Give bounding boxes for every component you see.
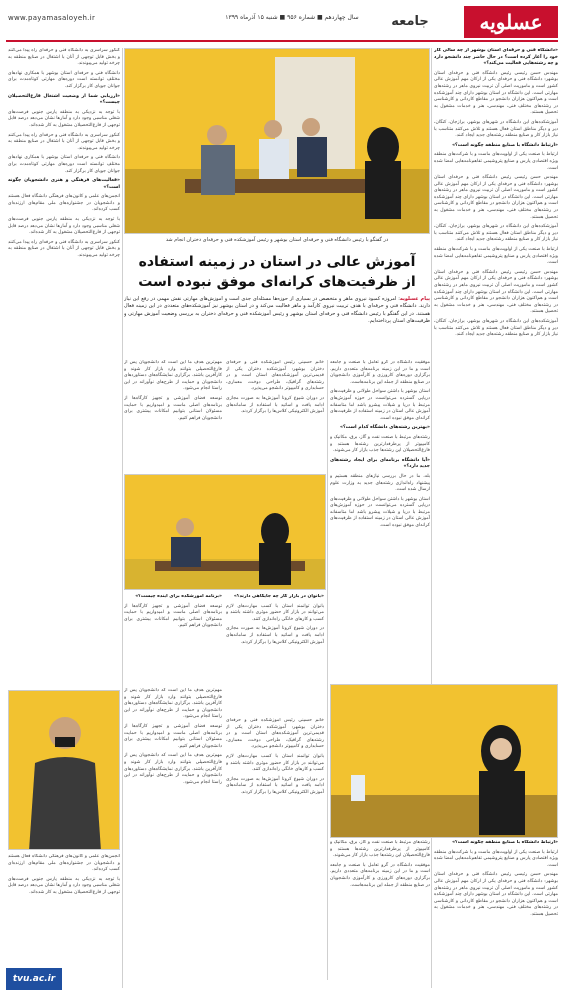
column-divider (122, 48, 123, 988)
column-4 (124, 360, 222, 470)
question: «ارزیابی شما از وضعیت اشتغال فارغ‌التحصیلان چیست؟» (8, 93, 120, 106)
paragraph: بله، ما در حال بررسی نیازهای منطقه هستیم و پیشنهاد راه‌اندازی رشته‌های جدید به وزارت علوم ارسال شده است. (330, 473, 430, 493)
paragraph: مهم‌ترین هدف ما این است که دانشجویان پس از فارغ‌التحصیلی بتوانند وارد بازار کار شوند و کارآفرین باشند. برگزاری نمایشگاه‌های دستاوردهای دانشجویان و حمایت از طرح‌های نوآورانه در این راستا انجام می‌شود. (124, 360, 222, 392)
lead-text: امروزه کمبود نیروی ماهر و متخصص در بسیاری از حوزه‌ها مسئله‌ای جدی است و آموزش‌های مهارتی نقش مهمی در رفع این نیاز دارند. دانشگاه فنی و حرفه‌ای با هدف تربیت نیروی کارآمد و ماهر فعالیت می‌کند و در استان بوشهر نیز آموزشکده‌های متعددی در این زمینه فعال هستند. در این گفتگو با رئیس دانشگاه فنی و حرفه‌ای استان بوشهر و رئیس آموزشکده فنی و حرفه‌ای دختران به بررسی وضعیت آموزش مهارتی و ظرفیت‌های استان پرداخته‌ایم. (124, 296, 430, 325)
column-3-bottom (226, 718, 324, 988)
paragraph: ارتباط با صنعت یکی از اولویت‌های ماست و با شرکت‌های منطقه ویژه اقتصادی پارس و صنایع پتروشیمی تفاهم‌نامه‌هایی امضا شده است. (434, 247, 558, 266)
question: «آیا دانشگاه برنامه‌ای برای ایجاد رشته‌های جدید دارد؟» (330, 457, 430, 470)
column-3 (226, 360, 324, 470)
paragraph: در دوران شیوع کرونا آموزش‌ها به صورت مجازی ادامه یافت و اساتید با استفاده از سامانه‌های آموزش الکترونیکی کلاس‌ها را برگزار کردند. (226, 395, 324, 415)
paragraph: بانوان توانمند استان با کسب مهارت‌های لازم می‌توانند در بازار کار حضور موثری داشته باشند و کسب و کارهای خانگی راه‌اندازی کنند. (226, 603, 324, 622)
paragraph: کنکور سراسری به دانشگاه فنی و حرفه‌ای راه پیدا می‌کنند و بخش قابل توجهی از آنان با اشتغال در صنایع منطقه به چرخه تولید می‌پیوندند. (8, 239, 120, 259)
column-3-lower (226, 594, 324, 714)
paragraph: انجمن‌های علمی و کانون‌های فرهنگی دانشگاه فعال هستند و دانشجویان در جشنواره‌های ملی مقام‌های ارزنده‌ای کسب کرده‌اند. (8, 194, 120, 213)
paragraph: خانم حسینی رئیس آموزشکده فنی و حرفه‌ای دختران بوشهر: آموزشکده دختران یکی از قدیمی‌ترین آموزشکده‌های استان است و در رشته‌های گرافیک، طراحی دوخت، معماری، حسابداری و کامپیوتر دانشجو می‌پذیرد. (226, 360, 324, 392)
paragraph: موفقیت دانشگاه در گرو تعامل با صنعت و جامعه است و ما در این زمینه برنامه‌های متعددی داریم. برگزاری دوره‌های کارورزی و کارآموزی دانشجویان در صنایع منطقه از جمله این برنامه‌هاست. (330, 862, 430, 888)
paragraph: با توجه به نزدیکی به منطقه پارس جنوبی فرصت‌های شغلی مناسبی وجود دارد و آمارها نشان می‌دهد درصد قابل توجهی از فارغ‌التحصیلان مشغول به کار شده‌اند. (8, 876, 120, 895)
column-divider (431, 48, 432, 988)
meeting-illustration (125, 49, 430, 234)
paragraph: دانشگاه فنی و حرفه‌ای استان بوشهر با همکاری نهادهای مختلف توانسته است دوره‌های مهارتی کوتاه‌مدت برای جوانان جویای کار برگزار کند. (8, 70, 120, 89)
meeting-illustration (125, 475, 326, 590)
column-5 (8, 48, 120, 686)
question: «بانوان در بازار کار چه جایگاهی دارند؟» (233, 594, 324, 599)
paragraph: استان بوشهر با داشتن سواحل طولانی و ظرفیت‌های دریایی گسترده می‌توانست در حوزه آموزش‌های مرتبط با دریا و شیلات پیشرو باشد اما متاسفانه آموزش عالی استان در زمینه استفاده از ظرفیت‌های کرانه‌ای موفق نبوده است. (330, 496, 430, 529)
paragraph: آموزشکده‌های این دانشگاه در شهرهای بوشهر، برازجان، کنگان، دیر و دیگر مناطق استان فعال هستند و تلاش می‌کنند متناسب با نیاز بازار کار و صنایع منطقه رشته‌های جدید ایجاد کنند. (434, 119, 558, 139)
paragraph: دانشگاه فنی و حرفه‌ای استان بوشهر با همکاری نهادهای مختلف توانسته است دوره‌های مهارتی کوتاه‌مدت برای جوانان جویای کار برگزار کند. (8, 155, 120, 174)
column-5-lower (8, 854, 120, 964)
paragraph: آموزشکده‌های این دانشگاه در شهرهای بوشهر، برازجان، کنگان، دیر و دیگر مناطق استان فعال هستند و تلاش می‌کنند متناسب با نیاز بازار کار و صنایع منطقه رشته‌های جدید ایجاد کنند. (434, 224, 558, 243)
paragraph: ارتباط با صنعت یکی از اولویت‌های ماست و با شرکت‌های منطقه ویژه اقتصادی پارس و صنایع پتروشیمی تفاهم‌نامه‌هایی امضا شده است. (434, 849, 558, 868)
newspaper-logo: عسلویه (464, 6, 558, 38)
issue-info: سال چهاردهم ■ شماره ۹۵۶ ■ شنبه ۱۵ آذرماه ۱۳۹۹ (225, 14, 359, 21)
column-divider (327, 360, 328, 980)
column-1-lower (434, 840, 558, 990)
paragraph: انجمن‌های علمی و کانون‌های فرهنگی دانشگاه فعال هستند و دانشجویان در جشنواره‌های ملی مقام‌های ارزنده‌ای کسب کرده‌اند. (8, 854, 120, 873)
woman-portrait-illustration (331, 685, 558, 838)
column-1 (434, 48, 558, 596)
column-2-lower (330, 840, 430, 990)
headline-line-2: از ظرفیت‌های کرانه‌ای موفق نبوده است (138, 274, 416, 290)
paragraph: با توجه به نزدیکی به منطقه پارس جنوبی فرصت‌های شغلی مناسبی وجود دارد و آمارها نشان می‌دهد درصد قابل توجهی از فارغ‌التحصیلان مشغول به کار شده‌اند. (8, 217, 120, 236)
paragraph: با توجه به نزدیکی به منطقه پارس جنوبی فرصت‌های شغلی مناسبی وجود دارد و آمارها نشان می‌دهد درصد قابل توجهی از فارغ‌التحصیلان مشغول به کار شده‌اند. (8, 109, 120, 128)
paragraph: در دوران شیوع کرونا آموزش‌ها به صورت مجازی ادامه یافت و اساتید با استفاده از سامانه‌های آموزش الکترونیکی کلاس‌ها را برگزار کردند. (226, 626, 324, 645)
paragraph: مهندس حسن رئیسی رئیس دانشگاه فنی و حرفه‌ای استان بوشهر: دانشگاه فنی و حرفه‌ای یکی از ارکان مهم آموزش عالی کشور است و ماموریت اصلی آن تربیت نیروی ماهر در رشته‌های مهارتی است. این دانشگاه در استان بوشهر دارای چند آموزشکده است و هم‌اکنون هزاران دانشجو در مقاطع کاردانی و کارشناسی در رشته‌های مختلف فنی، مهندسی، هنر و خدمات مشغول به تحصیل هستند. (434, 70, 558, 116)
question: «فعالیت‌های فرهنگی و هنری دانشجویان چگونه است؟» (8, 178, 120, 190)
paragraph: کنکور سراسری به دانشگاه فنی و حرفه‌ای راه پیدا می‌کنند و بخش قابل توجهی از آنان با اشتغال در صنایع منطقه به چرخه تولید می‌پیوندند. (8, 48, 120, 67)
paragraph: مهم‌ترین هدف ما این است که دانشجویان پس از فارغ‌التحصیلی بتوانند وارد بازار کار شوند و کارآفرین باشند. برگزاری نمایشگاه‌های دستاوردهای دانشجویان و حمایت از طرح‌های نوآورانه در این راستا انجام می‌شود. (124, 688, 222, 720)
paragraph: مهندس حسن رئیسی رئیس دانشگاه فنی و حرفه‌ای استان بوشهر: دانشگاه فنی و حرفه‌ای یکی از ارکان مهم آموزش عالی کشور است و ماموریت اصلی آن تربیت نیروی ماهر در رشته‌های مهارتی است. این دانشگاه در استان بوشهر دارای چند آموزشکده است و هم‌اکنون هزاران دانشجو در مقاطع کاردانی و کارشناسی در رشته‌های مختلف فنی، مهندسی، هنر و خدمات مشغول به تحصیل هستند. (434, 175, 558, 220)
question: «ارتباط دانشگاه با صنایع منطقه چگونه است؟» (452, 142, 558, 148)
column-2 (330, 360, 430, 710)
paragraph: بانوان توانمند استان با کسب مهارت‌های لازم می‌توانند در بازار کار حضور موثری داشته باشند و کسب و کارهای خانگی راه‌اندازی کنند. (226, 753, 324, 773)
paragraph: مهم‌ترین هدف ما این است که دانشجویان پس از فارغ‌التحصیلی بتوانند وارد بازار کار شوند و کارآفرین باشند. برگزاری نمایشگاه‌های دستاوردهای دانشجویان و حمایت از طرح‌های نوآورانه در این راستا انجام می‌شود. (124, 753, 222, 785)
section-title: جامعه (391, 14, 429, 29)
question: «بهترین رشته‌های دانشگاه کدام است؟» (340, 425, 430, 431)
paragraph: مهندس حسن رئیسی رئیس دانشگاه فنی و حرفه‌ای استان بوشهر: دانشگاه فنی و حرفه‌ای یکی از ارکان مهم آموزش عالی کشور است و ماموریت اصلی آن تربیت نیروی ماهر در رشته‌های مهارتی است. این دانشگاه در استان بوشهر دارای چند آموزشکده است و هم‌اکنون هزاران دانشجو در مقاطع کاردانی و کارشناسی در رشته‌های مختلف فنی، مهندسی، هنر و خدمات مشغول به تحصیل هستند. (434, 269, 558, 315)
question: «دانشگاه فنی و حرفه‌ای استان بوشهر از چه سالی کار خود را آغاز کرده است؟ در حال حاضر چند دانشجو دارد و چه رشته‌هایی فعالیت می‌کند؟» (434, 48, 558, 67)
interview-photo-2 (124, 474, 326, 590)
paragraph: خانم حسینی رئیس آموزشکده فنی و حرفه‌ای دختران بوشهر: آموزشکده دختران یکی از قدیمی‌ترین آموزشکده‌های استان است و در رشته‌های گرافیک، طراحی دوخت، معماری، حسابداری و کامپیوتر دانشجو می‌پذیرد. (226, 718, 324, 750)
paragraph: مهندس حسن رئیسی رئیس دانشگاه فنی و حرفه‌ای استان بوشهر: دانشگاه فنی و حرفه‌ای یکی از ارکان مهم آموزش عالی کشور است و ماموریت اصلی آن تربیت نیروی ماهر در رشته‌های مهارتی است. این دانشگاه در استان بوشهر دارای چند آموزشکده است و هم‌اکنون هزاران دانشجو در مقاطع کاردانی و کارشناسی در رشته‌های مختلف فنی، مهندسی، هنر و خدمات مشغول به تحصیل هستند. (434, 872, 558, 917)
paragraph: ارتباط با صنعت یکی از اولویت‌های ماست و با شرکت‌های منطقه ویژه اقتصادی پارس و صنایع پتروشیمی تفاهم‌نامه‌هایی امضا شده است. (434, 152, 558, 171)
paragraph: توسعه فضای آموزشی و تجهیز کارگاه‌ها از برنامه‌های اصلی ماست و امیدواریم با حمایت مسئولان استانی بتوانیم امکانات بیشتری برای دانشجویان فراهم کنیم. (124, 603, 222, 629)
website-url[interactable]: www.payamasaloyeh.ir (8, 14, 96, 22)
headline-line-1: آموزش عالی در استان در زمینه استفاده (138, 254, 416, 270)
paragraph: توسعه فضای آموزشی و تجهیز کارگاه‌ها از برنامه‌های اصلی ماست و امیدواریم با حمایت مسئولان استانی بتوانیم امکانات بیشتری برای دانشجویان فراهم کنیم. (124, 395, 222, 421)
header-rule (6, 40, 558, 42)
tvu-logo: tvu.ac.ir (6, 968, 62, 990)
paragraph: در دوران شیوع کرونا آموزش‌ها به صورت مجازی ادامه یافت و اساتید با استفاده از سامانه‌های آموزش الکترونیکی کلاس‌ها را برگزار کردند. (226, 776, 324, 795)
question: «ارتباط دانشگاه با صنایع منطقه چگونه است؟» (452, 840, 558, 845)
paragraph: رشته‌های مرتبط با صنعت نفت و گاز، برق، مکانیک و کامپیوتر از پرطرفدارترین رشته‌ها هستند و فارغ‌التحصیلان این رشته‌ها جذب بازار کار می‌شوند. (330, 840, 430, 859)
paragraph: آموزشکده‌های این دانشگاه در شهرهای بوشهر، برازجان، کنگان، دیر و دیگر مناطق استان فعال هستند و تلاش می‌کنند متناسب با نیاز بازار کار و صنایع منطقه رشته‌های جدید ایجاد کنند. (434, 318, 558, 338)
interview-photo-4 (8, 690, 120, 850)
question: «برنامه آموزشکده برای آینده چیست؟» (135, 594, 222, 599)
column-4-bottom (124, 688, 222, 988)
paragraph: کنکور سراسری به دانشگاه فنی و حرفه‌ای راه پیدا می‌کنند و بخش قابل توجهی از آنان با اشتغال در صنایع منطقه به چرخه تولید می‌پیوندند. (8, 132, 120, 151)
interview-photo-1 (124, 48, 430, 234)
photo-1-caption: در گفتگو با رئیس دانشگاه فنی و حرفه‌ای استان بوشهر و رئیس آموزشکده فنی و حرفه‌ای دختران انجام شد (165, 237, 389, 243)
lead-label: پیام عسلویه (399, 296, 430, 302)
interview-photo-3 (330, 684, 558, 838)
paragraph: رشته‌های مرتبط با صنعت نفت و گاز، برق، مکانیک و کامپیوتر از پرطرفدارترین رشته‌ها هستند و فارغ‌التحصیلان این رشته‌ها جذب بازار کار می‌شوند. (330, 434, 430, 454)
article-lead: پیام عسلویه: امروزه کمبود نیروی ماهر و متخصص در بسیاری از حوزه‌ها مسئله‌ای جدی است و آموزش‌های مهارتی نقش مهمی در رفع این نیاز دارند. دانشگاه فنی و حرفه‌ای با هدف تربیت نیروی کارآمد و ماهر فعالیت می‌کند و در استان بوشهر نیز آموزشکده‌های متعددی در این زمینه فعال هستند. در این گفتگو با رئیس دانشگاه فنی و حرفه‌ای استان بوشهر و رئیس آموزشکده فنی و حرفه‌ای دختران به بررسی وضعیت آموزش مهارتی و ظرفیت‌های استان پرداخته‌ایم. (124, 296, 430, 325)
paragraph: توسعه فضای آموزشی و تجهیز کارگاه‌ها از برنامه‌های اصلی ماست و امیدواریم با حمایت مسئولان استانی بتوانیم امکانات بیشتری برای دانشجویان فراهم کنیم. (124, 723, 222, 749)
paragraph: استان بوشهر با داشتن سواحل طولانی و ظرفیت‌های دریایی گسترده می‌توانست در حوزه آموزش‌های مرتبط با دریا و شیلات پیشرو باشد اما متاسفانه آموزش عالی استان در زمینه استفاده از ظرفیت‌های کرانه‌ای موفق نبوده است. (330, 389, 430, 421)
man-portrait-illustration (9, 691, 120, 850)
column-4-lower (124, 594, 222, 684)
paragraph: موفقیت دانشگاه در گرو تعامل با صنعت و جامعه است و ما در این زمینه برنامه‌های متعددی داریم. برگزاری دوره‌های کارورزی و کارآموزی دانشجویان در صنایع منطقه از جمله این برنامه‌هاست. (330, 360, 430, 385)
